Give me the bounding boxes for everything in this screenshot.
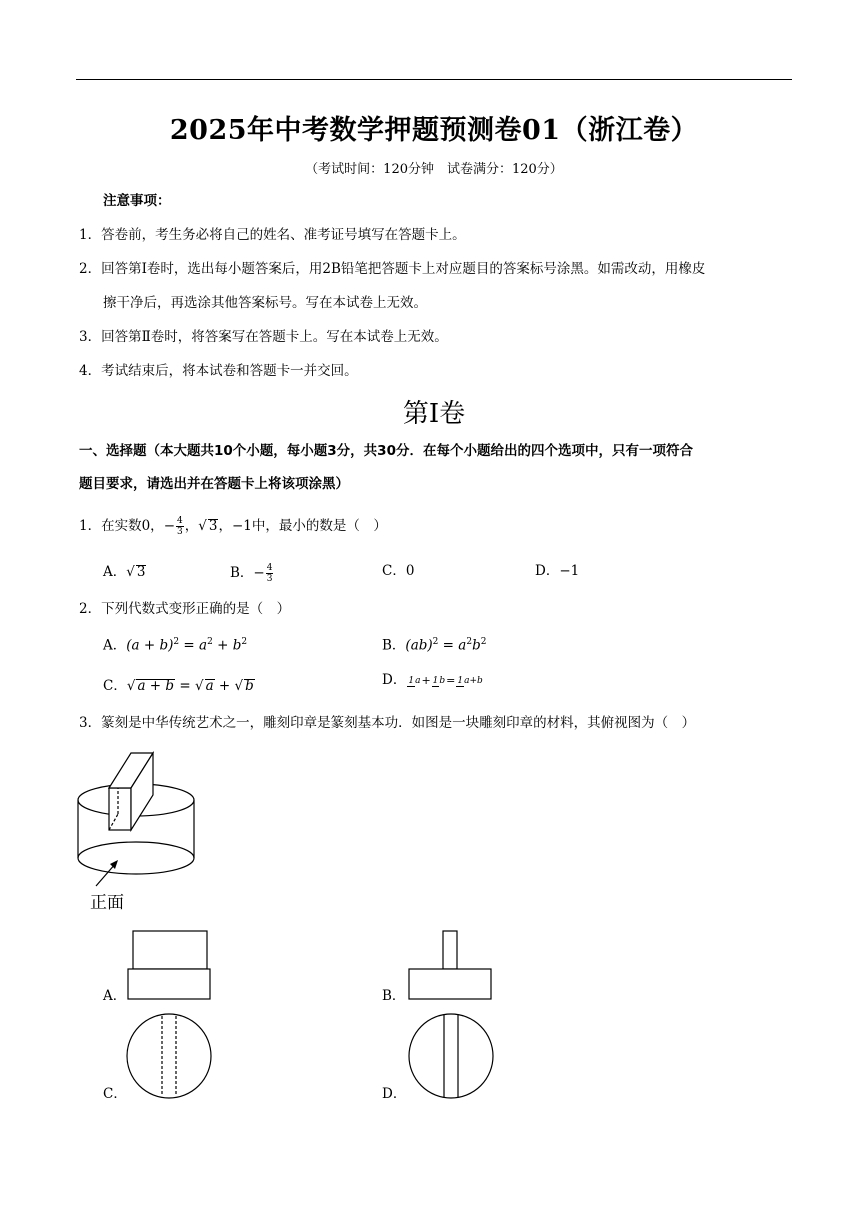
q1-a-radicand: 3 <box>136 564 146 580</box>
q3-option-c-figure <box>124 1013 216 1101</box>
exam-info: （考试时间：120分钟 试卷满分：120分） <box>305 162 563 177</box>
notice-item-2: 2．回答第Ⅰ卷时，选出每小题答案后，用2B铅笔把答题卡上对应题目的答案标号涂黑。如需改动，用橡皮 <box>79 261 706 277</box>
q2-d-label: D． <box>382 672 407 688</box>
q2-d-n2: 1 <box>432 675 439 686</box>
q1-c-value: 0 <box>405 563 415 579</box>
q1-radicand: 3 <box>208 518 218 534</box>
q1-frac-den: 3 <box>177 527 183 537</box>
q1-suffix: 中，最小的数是（ ） <box>251 518 387 534</box>
notice-item-4: 4．考试结束后，将本试卷和答题卡一并交回。 <box>79 363 358 379</box>
q1-neg-one: −1 <box>231 518 252 534</box>
q2-b-label: B． <box>382 637 406 654</box>
q2-c-sqrt: √ <box>126 678 136 694</box>
q1-c-label: C． <box>382 563 406 579</box>
part1-heading-line2: 题目要求，请选出并在答题卡上将该项涂黑） <box>79 476 349 492</box>
q2-b-exp2: 2 <box>466 637 473 647</box>
q3-option-a-figure <box>126 929 214 1003</box>
q1-option-a <box>103 565 146 580</box>
q1-d-value: −1 <box>559 563 580 579</box>
q1-sep2: ， <box>218 518 232 534</box>
q3-option-d-figure <box>406 1013 498 1101</box>
q1-a-label: A． <box>103 564 127 580</box>
q1-option-c <box>382 565 414 579</box>
q2-a-rest: + b <box>212 637 242 654</box>
q2-d-frac2 <box>432 676 446 686</box>
q2-c-rad2: a <box>205 678 214 694</box>
front-face-label: 正面 <box>90 893 124 913</box>
q2-option-a <box>103 638 247 653</box>
q1-b-minus: − <box>253 565 265 581</box>
q1-b-label: B． <box>230 565 254 581</box>
q2-d-d1: a <box>415 675 421 686</box>
header-rule <box>76 79 792 80</box>
q2-c-sqrt2: √ <box>194 678 204 694</box>
q2-d-d2: b <box>439 675 446 686</box>
q1-fraction <box>176 516 184 537</box>
q2-b-base: (ab) <box>405 637 433 654</box>
q1-option-b <box>230 563 274 584</box>
part1-heading-line1: 一、选择题（本大题共10个小题，每小题3分，共30分．在每个小题给出的四个选项中，只有一项符合 <box>79 443 693 459</box>
q2-b-exp: 2 <box>432 637 439 647</box>
q2-b-eq: = a <box>438 637 467 654</box>
section-title: 第Ⅰ卷 <box>402 399 466 429</box>
q2-a-exp: 2 <box>173 637 180 647</box>
notice-heading: 注意事项： <box>103 193 171 209</box>
notice-item-3: 3．回答第Ⅱ卷时，将答案写在答题卡上。写在本试卷上无效。 <box>79 329 448 345</box>
q1-b-den: 3 <box>266 574 273 584</box>
q3-option-c-label: C． <box>103 1086 127 1102</box>
q2-a-base: (a + b) <box>126 637 174 654</box>
q2-a-exp2: 2 <box>207 637 213 647</box>
q1-frac-num: 4 <box>177 516 183 526</box>
question-3-stem: 3．篆刻是中华传统艺术之一，雕刻印章是篆刻基本功．如图是一块雕刻印章的材料，其俯视图为（ ） <box>79 715 696 731</box>
q1-b-num: 4 <box>266 563 273 573</box>
q2-option-d <box>382 674 484 688</box>
q3-option-a-label: A． <box>103 988 127 1004</box>
q2-d-frac3 <box>456 676 482 686</box>
q2-option-b <box>382 638 486 653</box>
q1-option-d <box>535 565 579 579</box>
q2-d-d3: a+b <box>464 675 483 686</box>
notice-item-1: 1．答卷前，考生务必将自己的姓名、准考证号填写在答题卡上。 <box>79 227 466 243</box>
q2-d-n3: 1 <box>457 675 464 686</box>
q2-c-plus: + <box>214 678 235 694</box>
q2-c-label: C． <box>103 678 127 694</box>
q2-c-rad1: a + b <box>137 678 175 694</box>
q1-sep1: ， <box>184 518 199 534</box>
q2-c-sqrt3: √ <box>234 678 244 694</box>
q2-d-eq: = <box>446 674 456 687</box>
page-title: 2025年中考数学押题预测卷01（浙江卷） <box>169 115 699 146</box>
seal-material-figure <box>74 748 224 888</box>
q3-option-b-figure <box>406 929 496 1003</box>
q2-d-frac1 <box>407 676 420 686</box>
question-1-stem <box>79 516 387 537</box>
q2-a-label: A． <box>103 637 127 654</box>
q2-d-n1: 1 <box>408 675 415 686</box>
q2-a-exp3: 2 <box>241 637 248 647</box>
q2-a-eq: = a <box>179 637 208 654</box>
question-2-stem: 2．下列代数式变形正确的是（ ） <box>79 601 291 617</box>
q1-a-sqrt: √ <box>126 564 135 580</box>
q3-option-d-label: D． <box>382 1086 407 1102</box>
q1-d-label: D． <box>535 563 560 579</box>
q1-sqrt-sign: √ <box>198 518 207 534</box>
notice-item-2-cont: 擦干净后，再选涂其他答案标号。写在本试卷上无效。 <box>103 295 427 311</box>
q2-c-rad3: b <box>245 678 254 694</box>
q1-b-fraction <box>266 563 274 584</box>
q2-d-plus: + <box>421 674 431 687</box>
q2-option-c <box>103 679 255 694</box>
q2-b-exp3: 2 <box>480 637 487 647</box>
q1-minus: − <box>163 518 175 534</box>
q3-option-b-label: B． <box>382 988 406 1004</box>
q2-b-rest: b <box>472 637 481 654</box>
q1-prefix: 1．在实数0， <box>79 518 164 534</box>
q2-c-eq: = <box>175 678 195 694</box>
